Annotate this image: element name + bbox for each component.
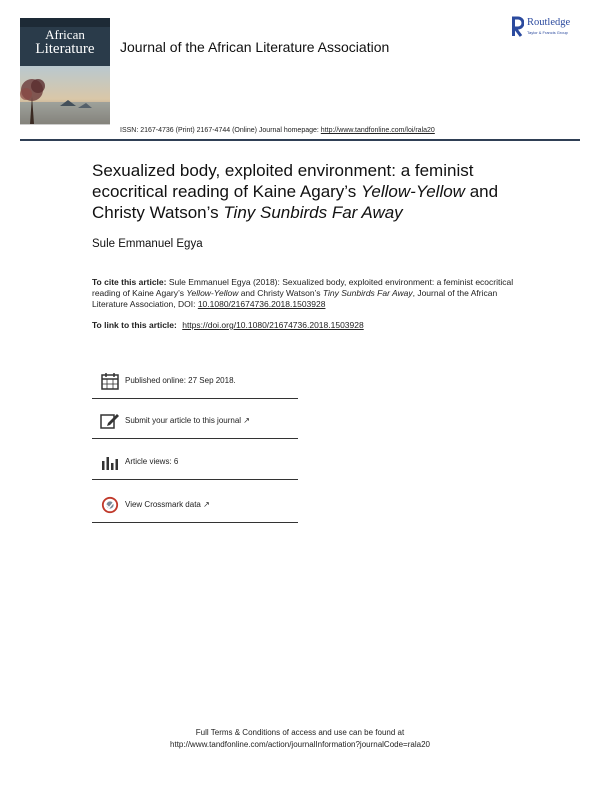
citation-text2: and Christy Watson’s [238,288,323,298]
citation-italic2: Tiny Sunbirds Far Away [322,288,413,298]
article-doi-link[interactable]: https://doi.org/10.1080/21674736.2018.1503928 [182,320,364,330]
cover-bottom-band [20,124,110,136]
cover-title-line1: African [45,27,85,42]
issn-text: ISSN: 2167-4736 (Print) 2167-4744 (Online) Journal homepage: [120,127,321,134]
article-title [92,160,522,223]
citation-label: To cite this article: [92,277,167,287]
crossmark-row[interactable] [92,484,298,523]
citation-block [92,277,522,310]
issn-line [120,127,435,134]
citation-doi-link[interactable]: 10.1080/21674736.2018.1503928 [197,299,326,309]
header-rule [20,139,580,141]
submit-article-link[interactable] [125,416,250,425]
calendar-icon [100,372,120,390]
routledge-logo [510,16,582,40]
external-link-icon: ↗ [203,500,210,509]
footer-terms-link[interactable]: http://www.tandfonline.com/action/journalInformation?journalCode=rala20 [170,740,430,749]
crossmark-icon [100,496,120,514]
published-row [92,360,298,399]
publisher-sub: Taylor & Francis Group [527,30,568,35]
article-link-line [92,320,364,330]
published-date: Published online: 27 Sep 2018. [125,376,236,385]
citation-italic1: Yellow-Yellow [186,288,239,298]
article-title-italic2: Tiny Sunbirds Far Away [223,203,403,222]
external-link-icon: ↗ [243,416,250,425]
submit-row[interactable] [92,400,298,439]
cover-title-line2: Literature [35,41,95,57]
article-title-part2: and Christy Watson’s [92,182,499,222]
submit-article-label: Submit your article to this journal [125,416,242,425]
views-row [92,441,298,480]
routledge-mark-icon [510,16,524,38]
crossmark-label: View Crossmark data [125,500,201,509]
publisher-name: Routledge [527,17,571,28]
cover-top-band [20,18,110,27]
crossmark-link[interactable] [125,500,210,509]
cover-title [20,28,110,56]
bar-chart-icon [100,453,120,471]
journal-cover-image [20,18,110,136]
citation-text1: Sule Emmanuel Egya (2018): Sexualized body, exploited environment: a feminist ecocritical reading of Kaine Agary’s [92,277,514,298]
journal-homepage-link[interactable]: http://www.tandfonline.com/loi/rala20 [320,127,435,134]
journal-title: Journal of the African Literature Association [120,39,390,55]
article-link-label: To link to this article: [92,320,180,330]
edit-icon [100,412,120,430]
article-title-part1: Sexualized body, exploited environment: a feminist ecocritical reading of Kaine Agary’s [92,161,474,201]
citation-text3: , Journal of the African Literature Association, DOI: [92,288,498,309]
article-title-italic1: Yellow-Yellow [361,182,465,201]
article-views: Article views: 6 [125,457,179,466]
article-author: Sule Emmanuel Egya [92,238,203,250]
footer-terms: Full Terms & Conditions of access and use can be found at [195,728,405,737]
cover-artwork [20,66,110,126]
